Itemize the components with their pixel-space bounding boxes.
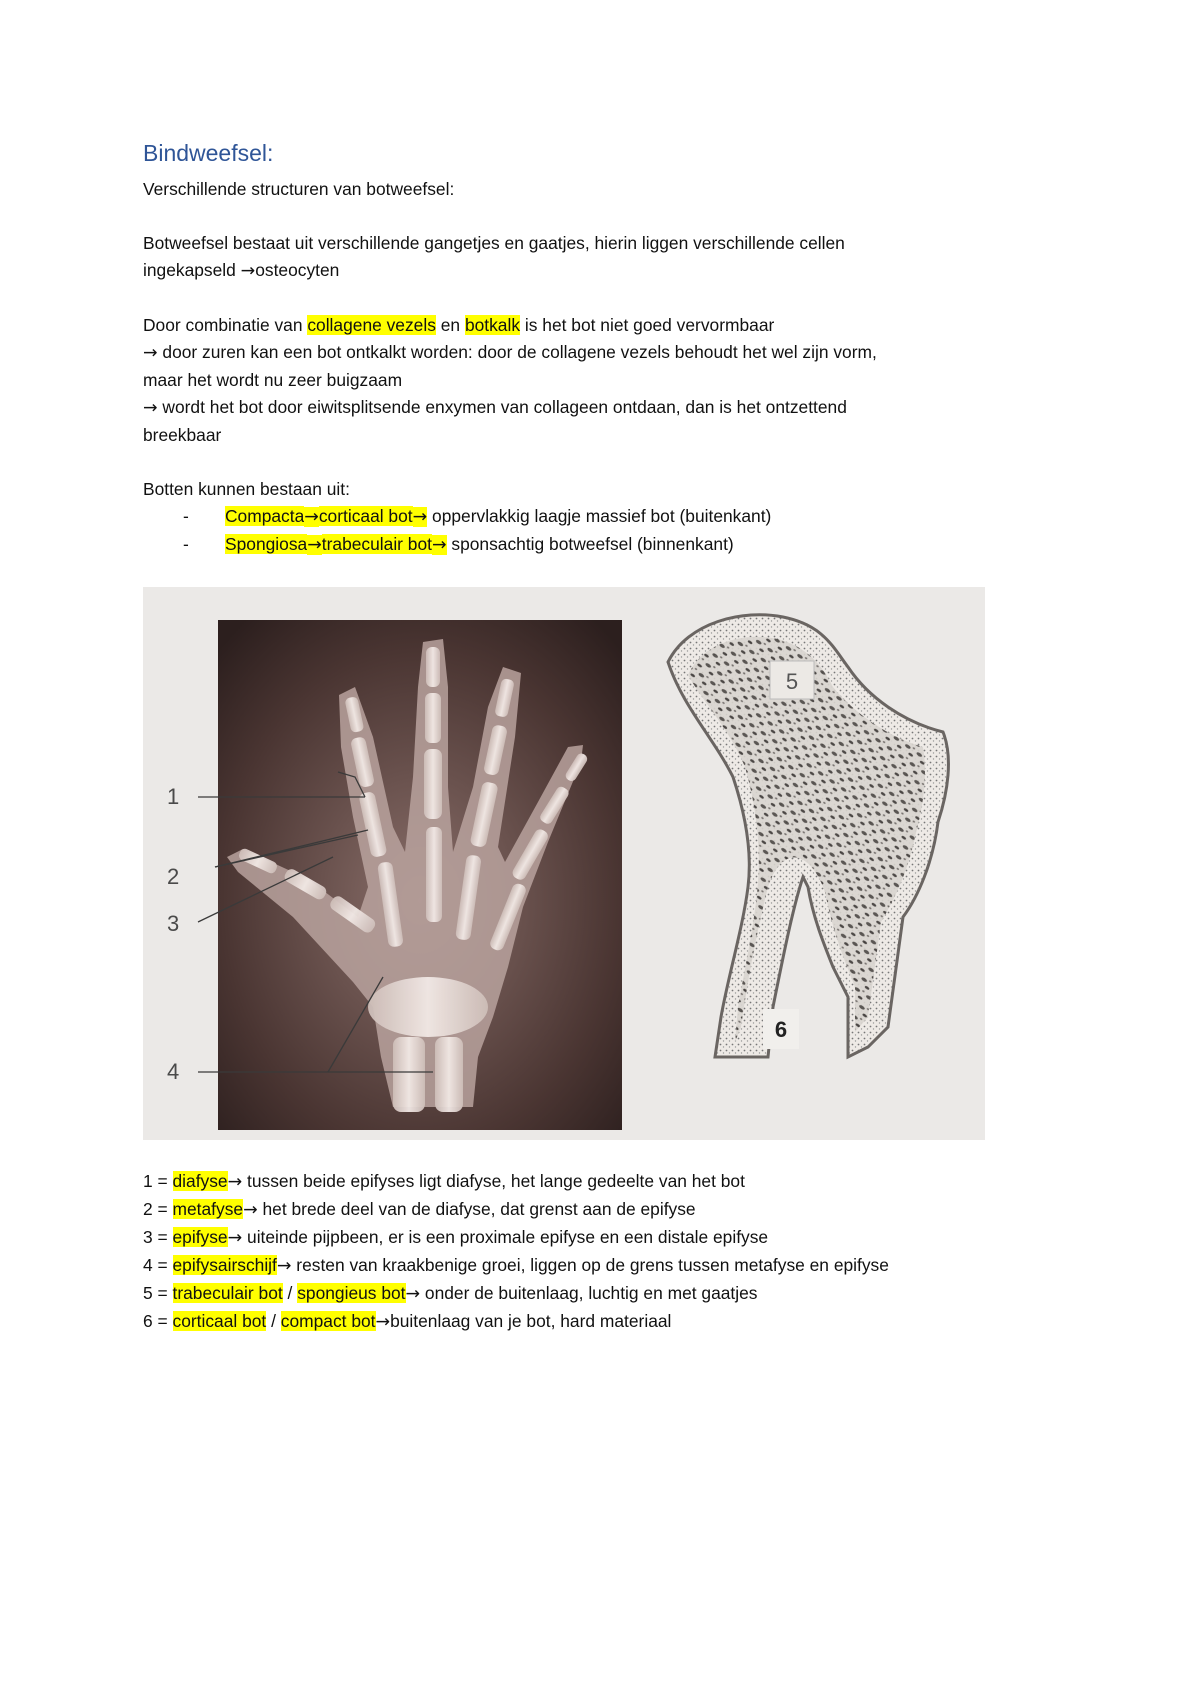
- label-1: 1: [167, 784, 180, 809]
- list-item: - Spongiosa→trabeculair bot→ sponsachtig botweefsel (binnenkant): [143, 531, 1043, 559]
- highlight: trabeculair bot: [172, 1283, 283, 1303]
- bones-intro: Botten kunnen bestaan uit:: [143, 478, 350, 499]
- highlight: diafyse: [172, 1171, 228, 1191]
- arrow-icon: →: [227, 1228, 243, 1248]
- legend-item: 4 = epifysairschijf→ resten van kraakbenige groei, liggen op de grens tussen metafyse en epifyse: [143, 1255, 889, 1276]
- arrow-icon: →: [412, 506, 428, 527]
- femur-section: [668, 615, 948, 1057]
- paragraph-line: breekbaar: [143, 424, 222, 445]
- arrow-icon: →: [405, 1284, 421, 1304]
- arrow-icon: →: [240, 260, 256, 281]
- label-3: 3: [167, 911, 180, 936]
- arrow-icon: →: [143, 397, 158, 418]
- label-5: 5: [785, 669, 799, 694]
- bone-figure-svg: [143, 587, 985, 1140]
- bullet: -: [183, 533, 189, 554]
- highlight: botkalk: [464, 314, 521, 335]
- arrow-icon: →: [227, 1172, 243, 1192]
- paragraph-line: → wordt het bot door eiwitsplitsende enxymen van collageen ontdaan, dan is het ontzettend: [143, 396, 847, 418]
- document-body: [143, 140, 1043, 559]
- highlight: spongieus bot: [297, 1283, 406, 1303]
- highlight: corticaal bot: [318, 505, 413, 526]
- label-2: 2: [167, 864, 180, 889]
- highlight: epifyse: [172, 1227, 228, 1247]
- highlight: collagene vezels: [307, 314, 436, 335]
- highlight: epifysairschijf: [172, 1255, 277, 1275]
- subtitle: Verschillende structuren van botweefsel:: [143, 178, 455, 199]
- label-6: 6: [774, 1017, 788, 1042]
- paragraph-line: → door zuren kan een bot ontkalkt worden: door de collagene vezels behoudt het wel zijn vorm,: [143, 341, 877, 363]
- highlight: Spongiosa: [225, 533, 308, 554]
- legend-item: 3 = epifyse→ uiteinde pijpbeen, er is een proximale epifyse en een distale epifyse: [143, 1227, 769, 1248]
- arrow-icon: →: [375, 1312, 391, 1332]
- arrow-icon: →: [307, 534, 322, 555]
- arrow-icon: →: [143, 342, 158, 363]
- paragraph-line: Botweefsel bestaat uit verschillende gangetjes en gaatjes, hierin liggen verschillende cellen: [143, 232, 845, 253]
- arrow-icon: →: [243, 1200, 258, 1220]
- highlight: compact bot: [280, 1311, 376, 1331]
- bone-figure: [143, 587, 985, 1140]
- highlight: trabeculair bot: [321, 533, 432, 554]
- figure-labels: [167, 784, 179, 1084]
- legend-item: 5 = trabeculair bot / spongieus bot→ onder de buitenlaag, luchtig en met gaatjes: [143, 1283, 758, 1304]
- legend-item: 1 = diafyse→ tussen beide epifyses ligt diafyse, het lange gedeelte van het bot: [143, 1171, 745, 1192]
- list-item: - Compacta→corticaal bot→ oppervlakkig laagje massief bot (buitenkant): [143, 503, 1043, 531]
- highlight: metafyse: [172, 1199, 244, 1219]
- bullet: -: [183, 505, 189, 526]
- highlight: corticaal bot: [172, 1311, 267, 1331]
- arrow-icon: →: [431, 534, 447, 555]
- paragraph-line: maar het wordt nu zeer buigzaam: [143, 369, 403, 390]
- legend-item: 2 = metafyse→ het brede deel van de diafyse, dat grenst aan de epifyse: [143, 1199, 696, 1220]
- paragraph-line: ingekapseld →osteocyten: [143, 259, 340, 281]
- arrow-icon: →: [276, 1256, 292, 1276]
- highlight: Compacta: [225, 505, 305, 526]
- arrow-icon: →: [304, 506, 319, 527]
- legend-item: 6 = corticaal bot / compact bot→buitenlaag van je bot, hard materiaal: [143, 1311, 672, 1332]
- page-title: Bindweefsel:: [143, 140, 274, 166]
- paragraph-line: Door combinatie van collagene vezels en botkalk is het bot niet goed vervormbaar: [143, 314, 775, 335]
- label-4: 4: [167, 1059, 180, 1084]
- legend-list: [143, 1168, 1043, 1336]
